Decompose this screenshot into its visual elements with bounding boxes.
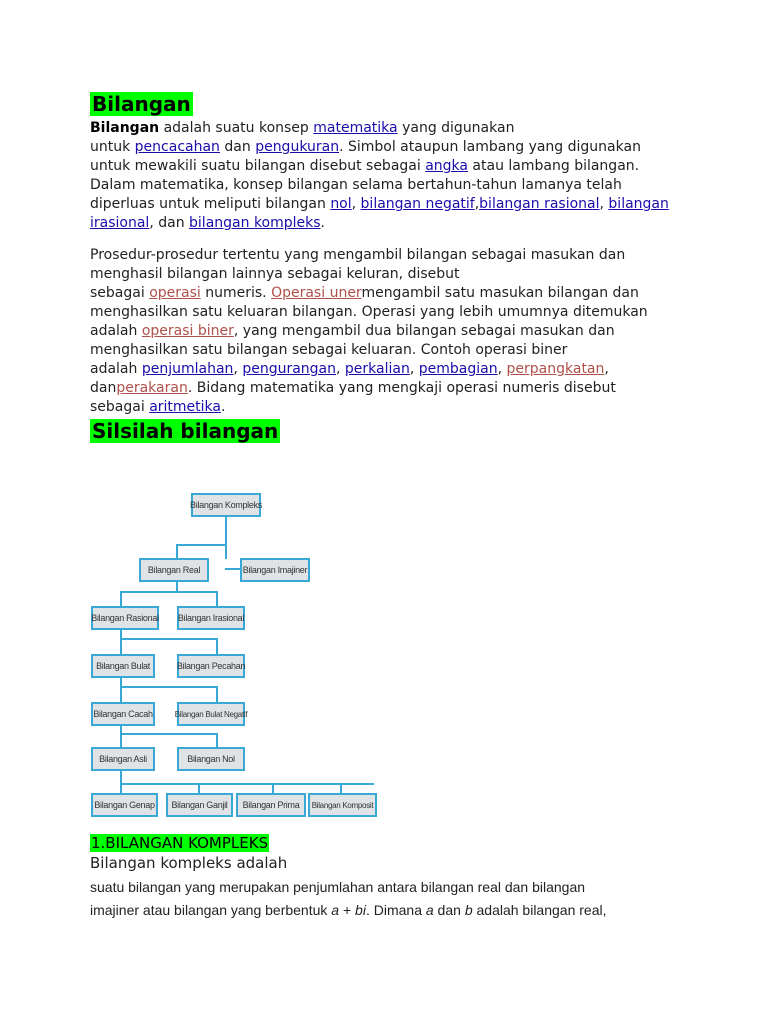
node-bilangan-real: Bilangan Real: [139, 558, 209, 582]
operasi-line-1: Prosedur-prosedur tertentu yang mengambil bilangan sebagai masukan dan: [90, 247, 626, 263]
intro-line-4: Dalam matematika, konsep bilangan selama bertahun-tahun lamanya telah: [90, 177, 622, 193]
paragraph-kompleks: [90, 853, 680, 922]
paragraph-intro: [90, 119, 680, 233]
link-penjumlahan[interactable]: penjumlahan: [141, 361, 234, 377]
connector: [120, 591, 122, 607]
connector: [225, 568, 241, 570]
node-bilangan-bulat: Bilangan Bulat: [91, 654, 155, 678]
connector: [120, 725, 122, 748]
connector: [216, 733, 218, 748]
node-bilangan-imajiner: Bilangan Imajiner: [240, 558, 310, 582]
connector: [120, 629, 122, 655]
operasi-line-5: adalah operasi biner, yang mengambil dua bilangan sebagai masukan dan: [90, 323, 615, 339]
bold-term: Bilangan: [90, 120, 160, 136]
operasi-line-8: danperakaran. Bidang matematika yang mengkaji operasi numeris disebut: [90, 380, 616, 396]
node-bilangan-ganjil: Bilangan Ganjil: [166, 793, 233, 817]
link-nol[interactable]: nol: [330, 196, 352, 212]
connector: [120, 638, 218, 640]
node-bilangan-kompleks: Bilangan Kompleks: [191, 493, 261, 517]
link-aritmetika[interactable]: aritmetika: [149, 399, 221, 415]
link-pengukuran[interactable]: pengukuran: [255, 139, 340, 155]
connector: [120, 783, 374, 785]
kompleks-line-2: suatu bilangan yang merupakan penjumlahan antara bilangan real dan bilangan: [90, 879, 586, 895]
connector: [216, 686, 218, 703]
link-operasi-uner[interactable]: Operasi uner: [271, 285, 362, 301]
node-bilangan-cacah: Bilangan Cacah: [91, 702, 155, 726]
node-bilangan-irasional: Bilangan Irasional: [177, 606, 245, 630]
connector: [120, 770, 122, 794]
operasi-line-9: sebagai aritmetika.: [90, 399, 226, 415]
connector: [225, 516, 227, 559]
operasi-line-2: menghasil bilangan lainnya sebagai keluran, disebut: [90, 266, 460, 282]
link-operasi-biner[interactable]: operasi biner: [141, 323, 234, 339]
connector: [120, 686, 218, 688]
node-bilangan-nol: Bilangan Nol: [177, 747, 245, 771]
connector: [216, 591, 218, 607]
heading-bilangan-kompleks: 1.BILANGAN KOMPLEKS: [91, 834, 269, 852]
intro-line-3: untuk mewakili suatu bilangan disebut sebagai angka atau lambang bilangan.: [90, 158, 640, 174]
link-irasional[interactable]: irasional: [90, 215, 150, 231]
intro-line-6: irasional, dan bilangan kompleks.: [90, 215, 325, 231]
operasi-line-3: sebagai operasi numeris. Operasi unermengambil satu masukan bilangan dan: [90, 285, 639, 301]
connector: [120, 591, 218, 593]
node-bilangan-asli: Bilangan Asli: [91, 747, 155, 771]
paragraph-operasi: [90, 246, 680, 417]
connector: [176, 544, 226, 546]
node-bilangan-komposit: Bilangan Komposit: [308, 793, 377, 817]
node-bilangan-prima: Bilangan Prima: [236, 793, 306, 817]
operasi-line-6: menghasilkan satu bilangan sebagai keluaran. Contoh operasi biner: [90, 342, 568, 358]
link-bilangan-rasional[interactable]: bilangan rasional: [479, 196, 600, 212]
heading-bilangan: Bilangan: [92, 92, 191, 116]
operasi-line-7: adalah penjumlahan, pengurangan, perkalian, pembagian, perpangkatan,: [90, 361, 609, 377]
link-pencacahan[interactable]: pencacahan: [134, 139, 220, 155]
link-operasi[interactable]: operasi: [149, 285, 201, 301]
node-bilangan-pecahan: Bilangan Pecahan: [177, 654, 245, 678]
connector: [120, 733, 218, 735]
intro-line-2: untuk pencacahan dan pengukuran. Simbol ataupun lambang yang digunakan: [90, 139, 641, 155]
link-bilangan-irasional[interactable]: bilangan: [608, 196, 669, 212]
link-angka[interactable]: angka: [425, 158, 468, 174]
link-pembagian[interactable]: pembagian: [418, 361, 498, 377]
node-bilangan-bulat-negatif: Bilangan Bulat Negatif: [177, 702, 245, 726]
link-perkalian[interactable]: perkalian: [344, 361, 410, 377]
link-pengurangan[interactable]: pengurangan: [242, 361, 337, 377]
intro-line-5: diperluas untuk meliputi bilangan nol, bilangan negatif,bilangan rasional, bilangan: [90, 196, 669, 212]
link-perpangkatan[interactable]: perpangkatan: [506, 361, 605, 377]
connector: [120, 677, 122, 703]
kompleks-line-3: imajiner atau bilangan yang berbentuk a + bi. Dimana a dan b adalah bilangan real,: [90, 902, 607, 918]
number-hierarchy-diagram: [88, 488, 388, 823]
link-bilangan-kompleks[interactable]: bilangan kompleks: [189, 215, 321, 231]
link-matematika[interactable]: matematika: [313, 120, 398, 136]
link-perakaran[interactable]: perakaran: [116, 380, 188, 396]
node-bilangan-rasional: Bilangan Rasional: [91, 606, 159, 630]
intro-line-1: Bilangan adalah suatu konsep matematika yang digunakan: [90, 120, 515, 136]
kompleks-line-1: Bilangan kompleks adalah: [90, 854, 288, 872]
node-bilangan-genap: Bilangan Genap: [91, 793, 158, 817]
link-bilangan-negatif[interactable]: bilangan negatif: [360, 196, 475, 212]
operasi-line-4: menghasilkan satu keluaran bilangan. Operasi yang lebih umumnya ditemukan: [90, 304, 648, 320]
heading-silsilah-bilangan: Silsilah bilangan: [92, 419, 279, 443]
connector: [216, 638, 218, 655]
